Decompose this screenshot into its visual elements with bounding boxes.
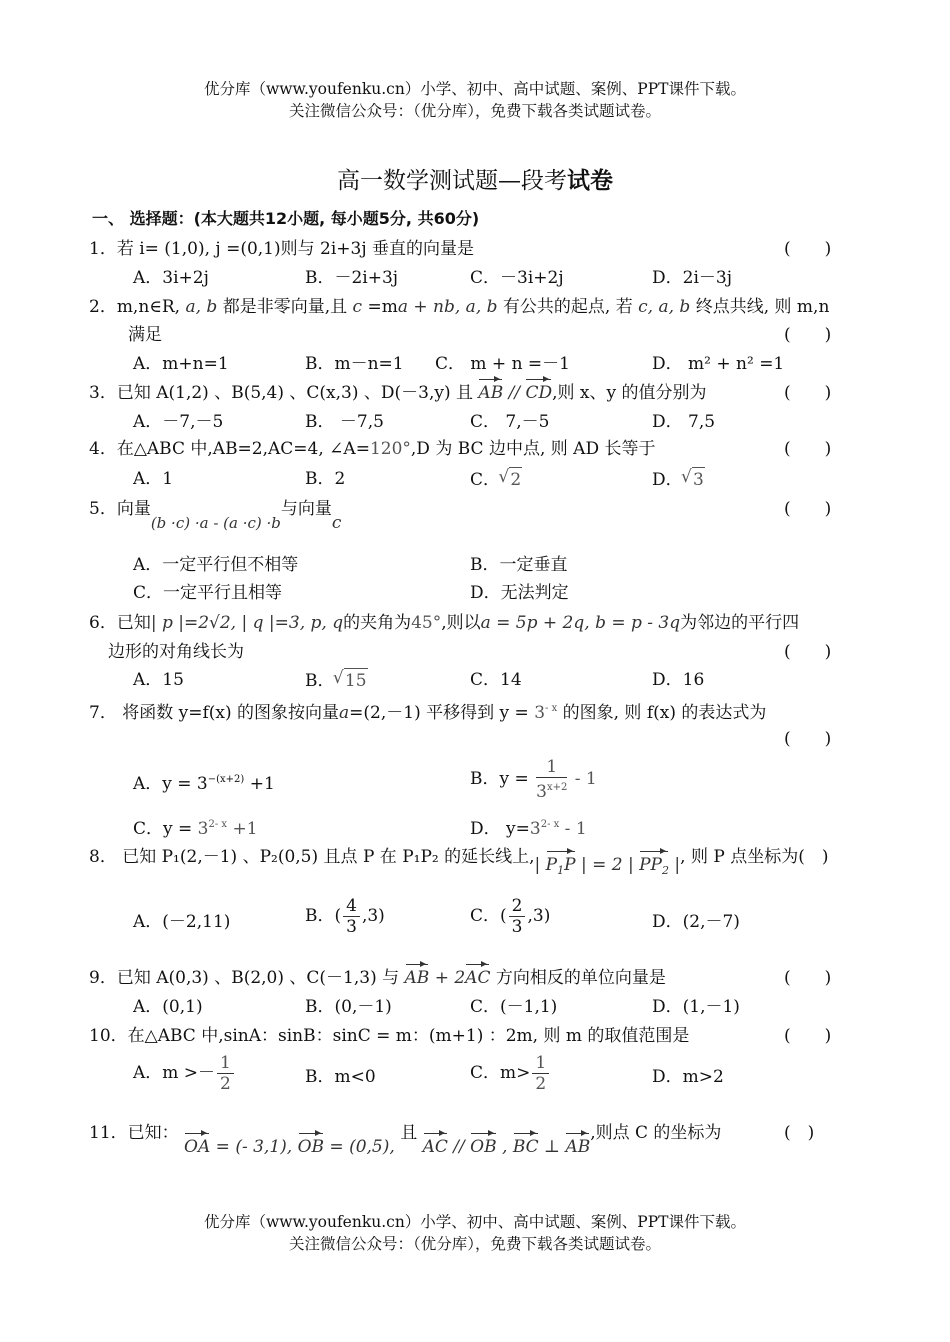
header-line-2: 关注微信公众号：（优分库），免费下载各类试题试卷。 xyxy=(288,102,661,120)
q3-option-a: A．－7,－5 xyxy=(133,412,224,432)
q3-option-b: B． －7,5 xyxy=(305,412,384,432)
q8-option-a: A．(－2,11) xyxy=(133,912,231,932)
question-2: 2．m,n∈R, a, b 都是非零向量,且 c =ma + nb, a, b 有公共的起点, 若 c, a, b 终点共线, 则 m,n xyxy=(89,297,830,317)
q9-option-d: D．(1,－1) xyxy=(652,997,740,1017)
answer-paren: ( ) xyxy=(784,968,832,988)
answer-paren: ( ) xyxy=(784,325,832,345)
question-7: 7． 将函数 y=f(x) 的图象按向量a=(2,－1) 平移得到 $y = 3^{- x}$ 的图象, 则 f(x) 的表达式为 xyxy=(89,703,767,723)
answer-paren: ( ) xyxy=(784,499,832,519)
q2-option-c: C． m + n =－1 xyxy=(435,354,570,374)
answer-paren: ( ) xyxy=(784,239,832,259)
question-11: 11．已知： OA = (- 3,1), OB = (0,5), 且 AC // OB , BC ⊥ AB,则点 C 的坐标为 xyxy=(89,1123,722,1157)
answer-paren: ( ) xyxy=(784,1123,815,1143)
q8-option-c: C．( $\frac{2}{3}$ ,3) xyxy=(470,896,551,937)
q7-option-d: D． $y=3^{2- x} - 1$ xyxy=(470,819,587,839)
q9-option-c: C．(－1,1) xyxy=(470,997,558,1017)
answer-paren: ( ) xyxy=(784,642,832,662)
question-8: 8． 已知 P₁(2,－1) 、P₂(0,5) 且点 P 在 P₁P₂ 的延长线上,| $P_1P$ | = 2 | $PP_2$ |, 则 P 点坐标为( ) xyxy=(89,845,828,875)
question-6: 6．已知| p |=2√2, | q |=3, p, q的夹角为45°,则以a = 5p + 2q, b = p - 3q为邻边的平行四 xyxy=(89,613,800,633)
q7-option-c: C．$y = 3^{2- x} +1$ xyxy=(133,819,258,839)
q10-option-c: C．m> $\frac{1}{2}$ xyxy=(470,1053,551,1094)
answer-paren: ( ) xyxy=(784,1026,832,1046)
q5-option-c: C．一定平行且相等 xyxy=(133,583,283,603)
footer-line-2: 关注微信公众号：（优分库），免费下载各类试题试卷。 xyxy=(288,1235,661,1253)
question-5: 5．向量(b ·c) ·a - (a ·c) ·b与向量c xyxy=(89,499,342,533)
q8-option-d: D．(2,－7) xyxy=(652,912,740,932)
q6-option-a: A．15 xyxy=(133,670,184,690)
q9-option-b: B．(0,－1) xyxy=(305,997,392,1017)
question-6-cont: 边形的对角线长为 xyxy=(108,642,244,662)
q10-option-b: B．m<0 xyxy=(305,1067,376,1087)
q6-option-c: C．14 xyxy=(470,670,522,690)
q3-option-d: D． 7,5 xyxy=(652,412,716,432)
q2-option-a: A．m+n=1 xyxy=(133,354,229,374)
q8-option-b: B．( $\frac{4}{3}$ ,3) xyxy=(305,896,385,937)
section-heading: 一、 选择题：(本大题共12小题, 每小题5分, 共60分) xyxy=(92,209,480,228)
footer-line-1: 优分库（www.youfenku.cn）小学、初中、高中试题、案例、PPT课件下载。 xyxy=(203,1213,747,1231)
q6-option-b: B． √ 15 xyxy=(305,668,368,693)
q1-option-b: B．－2i+3j xyxy=(305,268,399,288)
q7-option-b: B．y = $\frac{1}{3^{x+2}}$ - 1 xyxy=(470,757,597,802)
question-1: 1．若 i= (1,0), j =(0,1)则与 2i+3j 垂直的向量是 xyxy=(89,239,475,259)
question-10: 10．在△ABC 中,sinA：sinB：sinC = m：(m+1) ：2m, 则 m 的取值范围是 xyxy=(89,1026,690,1046)
q7-option-a: A．$y = 3^{-(x+2)} +1$ xyxy=(133,774,275,794)
header-line-1: 优分库（www.youfenku.cn）小学、初中、高中试题、案例、PPT课件下载。 xyxy=(203,80,747,98)
q1-option-c: C．－3i+2j xyxy=(470,268,564,288)
q4-option-a: A．1 xyxy=(133,469,174,489)
question-3: 3．已知 A(1,2) 、B(5,4) 、C(x,3) 、D(－3,y) 且 AB // CD,则 x、y 的值分别为 xyxy=(89,383,707,403)
q4-option-d: D． √ 3 xyxy=(652,467,705,492)
answer-paren: ( ) xyxy=(784,383,832,403)
q4-option-c: C． √ 2 xyxy=(470,467,522,492)
q10-option-d: D．m>2 xyxy=(652,1067,724,1087)
question-2-cont: 满足 xyxy=(128,325,162,345)
q4-option-b: B．2 xyxy=(305,469,346,489)
q2-option-d: D． m² + n² =1 xyxy=(652,354,785,374)
question-4: 4．在△ABC 中,AB=2,AC=4, ∠A=120°,D 为 BC 边中点, 则 AD 长等于 xyxy=(89,439,656,459)
q6-option-d: D．16 xyxy=(652,670,705,690)
page-title: 高一数学测试题—段考试卷 xyxy=(337,167,613,194)
q9-option-a: A．(0,1) xyxy=(133,997,203,1017)
q10-option-a: A．m >－ $\frac{1}{2}$ xyxy=(133,1053,236,1094)
q1-option-d: D．2i－3j xyxy=(652,268,732,288)
question-9: 9．已知 A(0,3) 、B(2,0) 、C(－1,3) 与 AB + 2AC 方向相反的单位向量是 xyxy=(89,968,666,988)
answer-paren: ( ) xyxy=(784,729,832,749)
q2-option-b: B．m－n=1 xyxy=(305,354,404,374)
q5-option-d: D．无法判定 xyxy=(470,583,569,603)
q5-option-b: B．一定垂直 xyxy=(470,555,568,575)
q1-option-a: A．3i+2j xyxy=(133,268,209,288)
answer-paren: ( ) xyxy=(784,439,832,459)
q5-option-a: A．一定平行但不相等 xyxy=(133,555,299,575)
q3-option-c: C． 7,－5 xyxy=(470,412,550,432)
